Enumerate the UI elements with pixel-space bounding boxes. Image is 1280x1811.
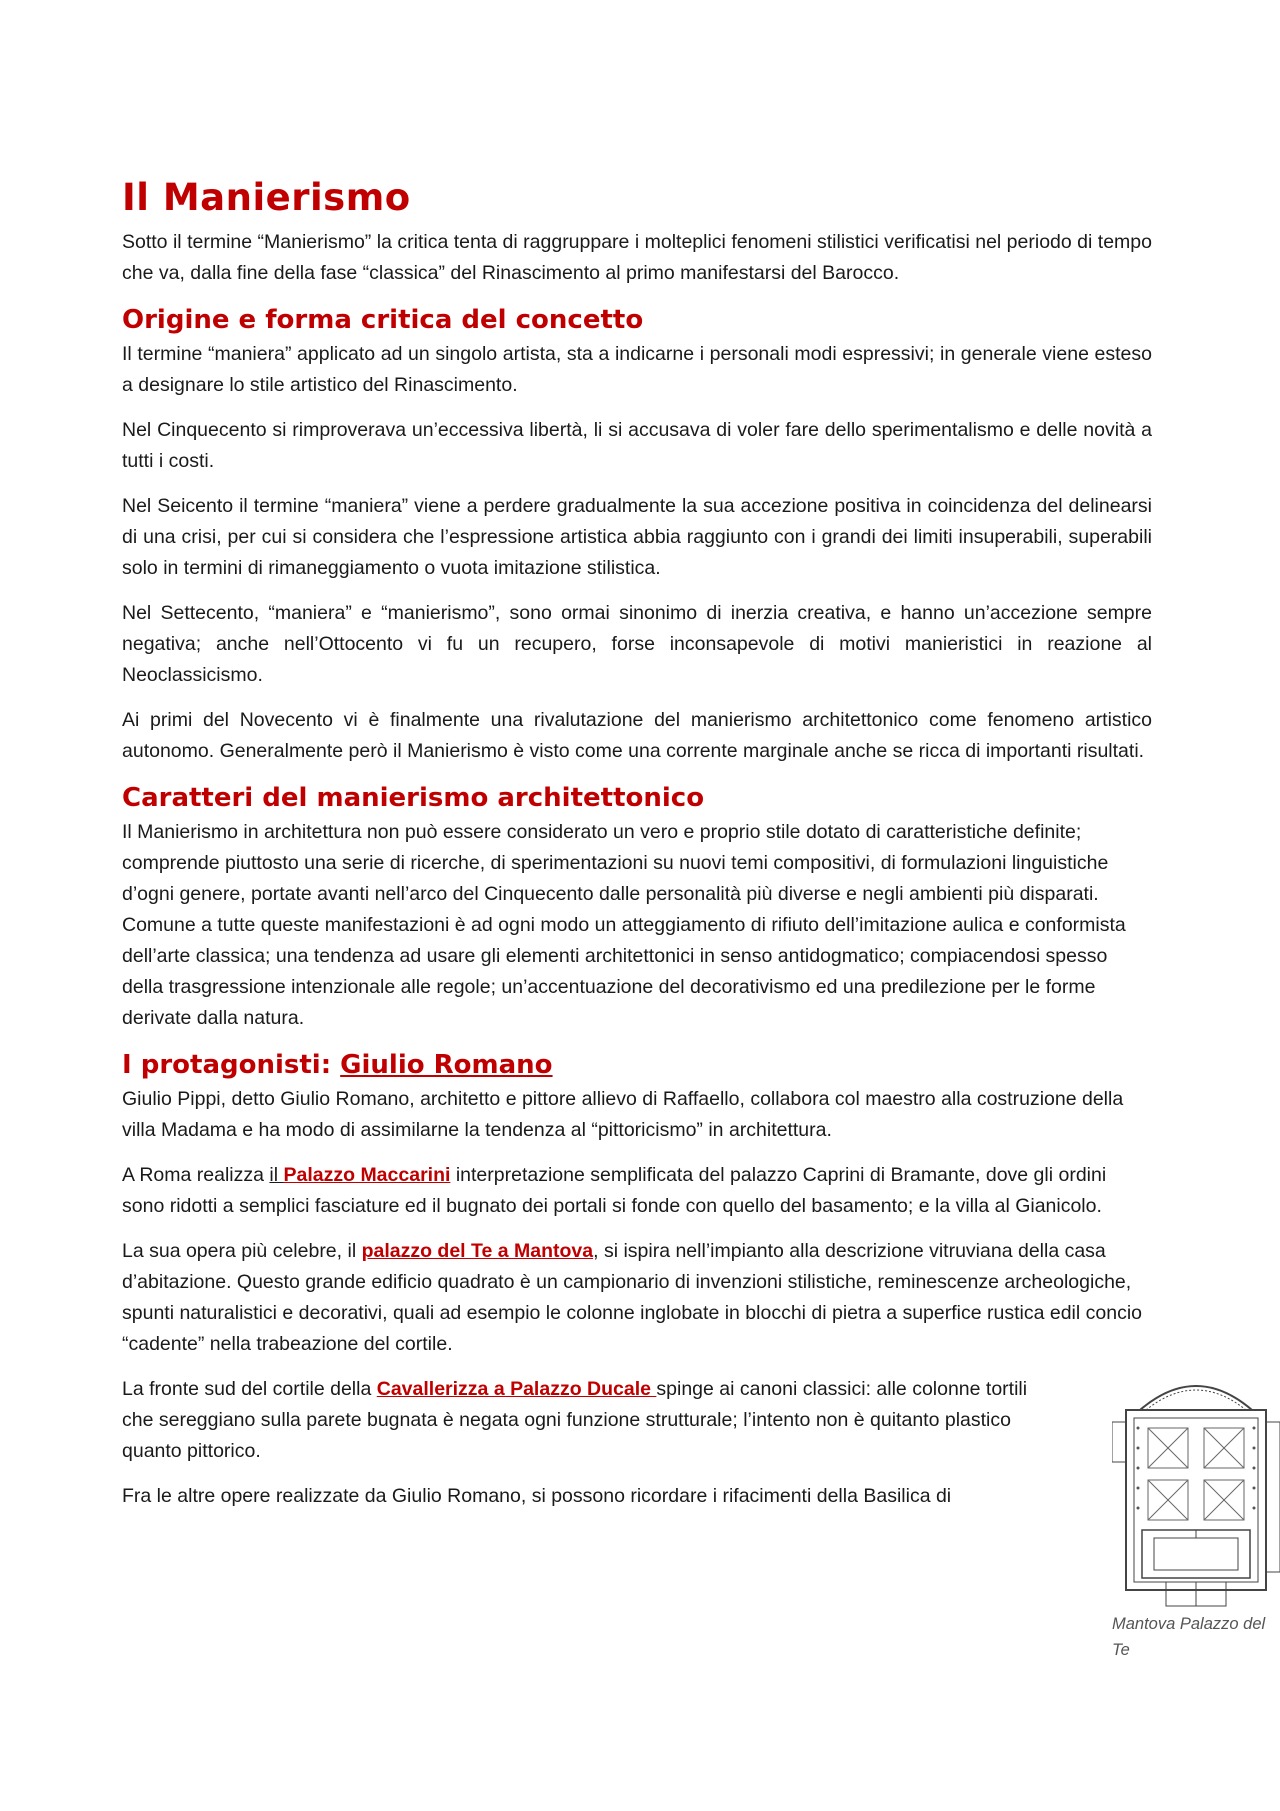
paragraph: Il termine “maniera” applicato ad un singolo artista, sta a indicarne i personali modi espressivi; in generale viene esteso a designare lo stile artistico del Rinascimento. <box>122 343 1152 396</box>
heading-prefix: I protagonisti: <box>122 1050 341 1080</box>
text-run: spinge ai canoni classici: alle colonne tortili che sereggiano sulla parete bugnata è negata ogni funzione strutturale; l’intento non è quitanto plastico quanto pittorico. <box>122 1378 1028 1462</box>
paragraph-cavallerizza <box>122 1374 1052 1467</box>
paragraph: Nel Seicento il termine “maniera” viene a perdere gradualmente la sua accezione positiva in coincidenza del delinearsi di una crisi, per cui si considera che l’espressione artistica abbia raggiunto con i grandi dei limiti insuperabili, superabili solo in termini di rimaneggiamento o vuota imitazione stilistica. <box>122 495 1152 579</box>
text-run: La fronte sud del cortile della <box>122 1378 377 1400</box>
floor-plan-icon <box>1112 1368 1280 1608</box>
palazzo-te-link[interactable]: palazzo del Te a Mantova <box>361 1240 594 1262</box>
paragraph: Nel Cinquecento si rimproverava un’eccessiva libertà, li si accusava di voler fare dello sperimentalismo e delle novità a tutti i costi. <box>122 419 1152 472</box>
section-heading-caratteri: Caratteri del manierismo architettonico <box>122 783 705 813</box>
paragraph-maccarini <box>122 1160 1152 1222</box>
paragraph: Fra le altre opere realizzate da Giulio Romano, si possono ricordare i rifacimenti della Basilica di <box>122 1485 952 1507</box>
paragraph-palazzo-te <box>122 1236 1152 1360</box>
section-heading-protagonisti <box>122 1048 1152 1082</box>
text-run: interpretazione semplificata del palazzo Caprini di Bramante, dove gli ordini sono ridotti a semplici fasciature ed il bugnato dei portali si fonde con quello del basamento; e la villa al Gianicolo. <box>122 1164 1107 1217</box>
text-run: , si ispira nell’impianto alla descrizione vitruviana della casa d’abitazione. Questo grande edificio quadrato è un campionario di invenzioni stilistiche, reminescenze archeologiche, spunti naturalistici e decorativi, quali ad esempio le colonne inglobate in blocchi di pietra a superfice rustica edil concio “cadente” nella trabeazione del cortile. <box>122 1240 1142 1355</box>
page-title: Il Manierismo <box>122 176 411 219</box>
text-run-underlined: il <box>269 1164 284 1186</box>
paragraph: Nel Settecento, “maniera” e “manierismo”, sono ormai sinonimo di inerzia creativa, e hanno un’accezione sempre negativa; anche nell’Ottocento vi fu un recupero, forse inconsapevole di motivi manieristici in reazione al Neoclassicismo. <box>122 602 1152 686</box>
paragraph: Ai primi del Novecento vi è finalmente una rivalutazione del manierismo architettonico come fenomeno artistico autonomo. Generalmente però il Manierismo è visto come una corrente marginale anche se ricca di importanti risultati. <box>122 709 1152 762</box>
palazzo-maccarini-link[interactable]: Palazzo Maccarini <box>283 1164 451 1186</box>
intro-paragraph: Sotto il termine “Manierismo” la critica tenta di raggruppare i molteplici fenomeni stilistici verificatisi nel periodo di tempo che va, dalla fine della fase “classica” del Rinascimento al primo manifestarsi del Barocco. <box>122 231 1152 284</box>
text-run: A Roma realizza <box>122 1164 270 1186</box>
document-body <box>122 175 1152 1526</box>
floor-plan-figure <box>1112 1368 1280 1608</box>
figure-caption: Mantova Palazzo del Te <box>1112 1615 1266 1659</box>
paragraph: Il Manierismo in architettura non può essere considerato un vero e proprio stile dotato di caratteristiche definite; comprende piuttosto una serie di ricerche, di sperimentazioni su nuovi temi compositivi, di formulazioni linguistiche d’ogni genere, portate avanti nell’arco del Cinquecento dalle personalità più diverse e negli ambienti più disparati. Comune a tutte queste manifestazioni è ad ogni modo un atteggiamento di rifiuto dell’imitazione aulica e conformista dell’arte classica; una tendenza ad usare gli elementi architettonici in senso antidogmatico; compiacendosi spesso della trasgressione intenzionale alle regole; un’accentuazione del decorativismo ed una predilezione per le forme derivate dalla natura. <box>122 821 1126 1029</box>
text-run: La sua opera più celebre, il <box>122 1240 362 1262</box>
cavallerizza-link[interactable]: Cavallerizza a Palazzo Ducale <box>376 1378 657 1400</box>
paragraph: Giulio Pippi, detto Giulio Romano, architetto e pittore allievo di Raffaello, collabora col maestro alla costruzione della villa Madama e ha modo di assimilarne la tendenza al “pittoricismo” in architettura. <box>122 1088 1124 1141</box>
giulio-romano-link[interactable]: Giulio Romano <box>340 1050 553 1080</box>
section-heading-origine: Origine e forma critica del concetto <box>122 305 644 335</box>
